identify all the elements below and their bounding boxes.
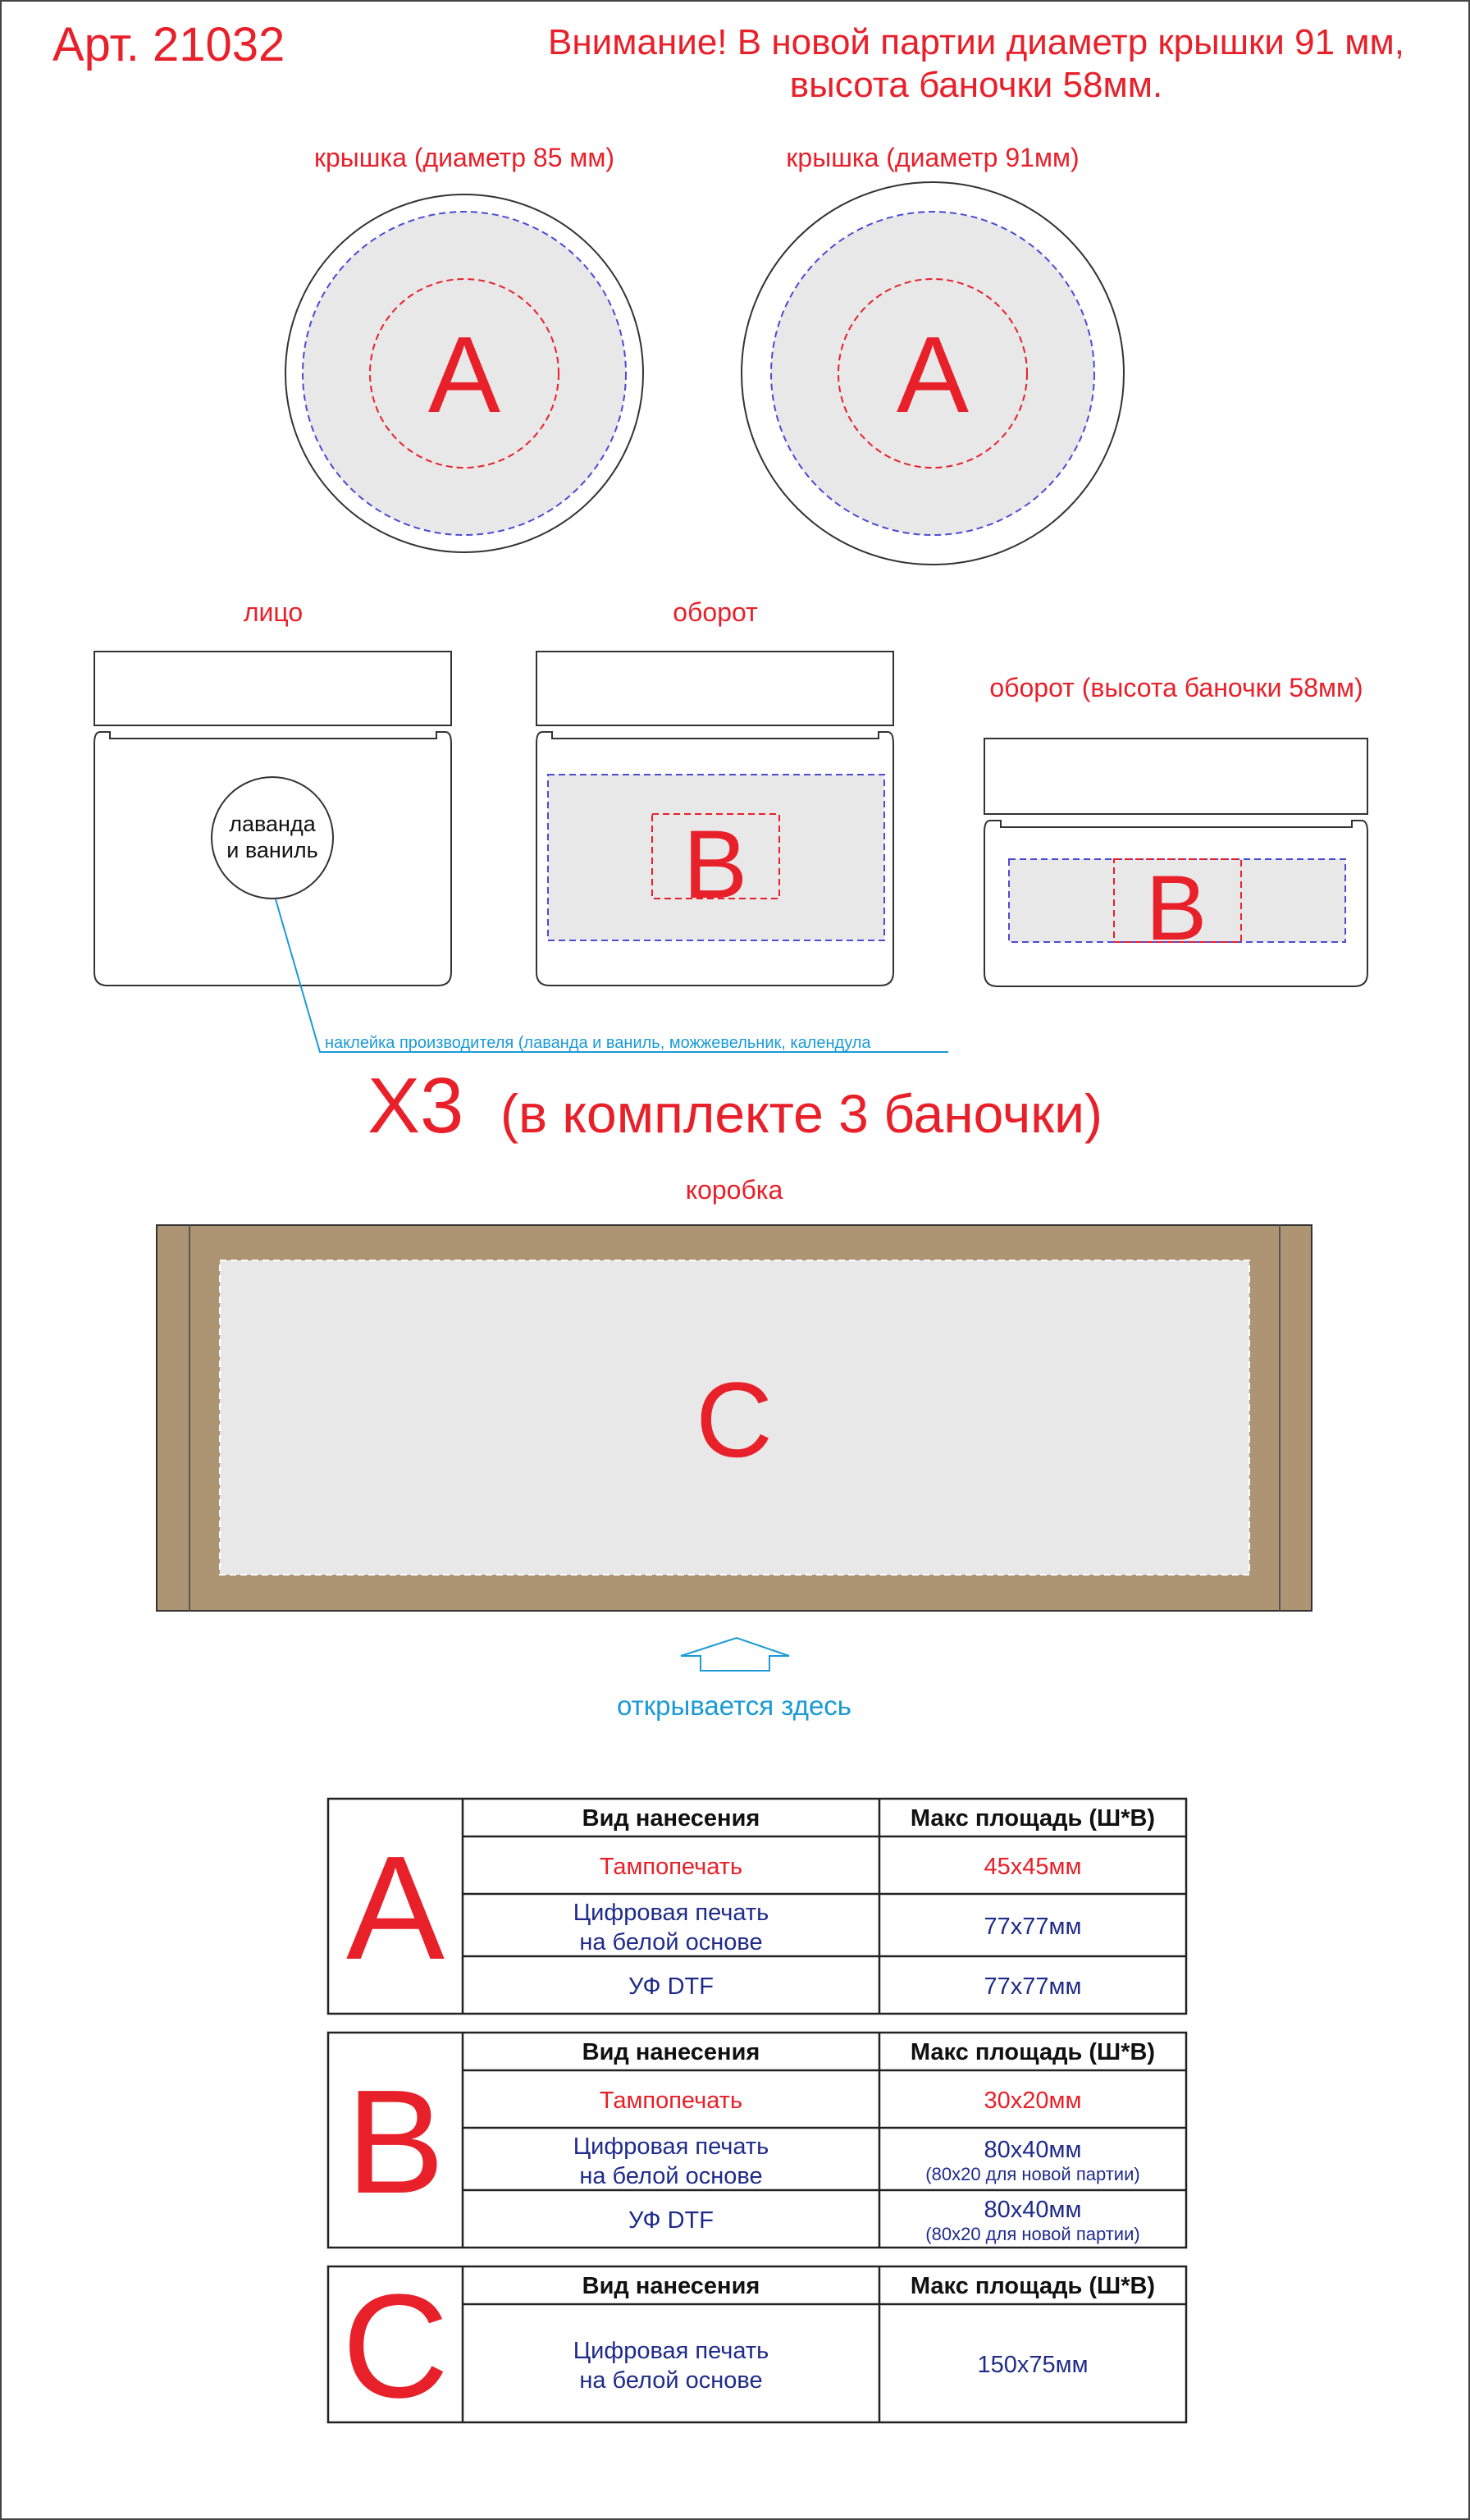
table-method: УФ DTF	[628, 1973, 714, 2000]
table-area-value: 150x75мм	[977, 2352, 1089, 2378]
table-method-line-1: Цифровая печать	[573, 1900, 769, 1926]
table-header-area: Макс площадь (Ш*В)	[910, 2273, 1156, 2299]
table-header-method: Вид нанесения	[582, 1805, 760, 1832]
jar-front-caption: лицо	[243, 597, 304, 627]
lid-85mm-zone-label: A	[427, 314, 501, 435]
jar-back-lid	[536, 652, 893, 725]
table-method-line-1: Цифровая печать	[573, 2338, 769, 2364]
jar-back-new-lid	[984, 739, 1367, 814]
table-method: Тампопечать	[599, 1854, 743, 1880]
sticker-text-line-1: лаванда	[229, 812, 316, 836]
jar-back-zone-label: B	[682, 811, 748, 919]
table-method-line-2: на белой основе	[579, 1929, 763, 1955]
table-zone-letter: B	[345, 2060, 445, 2225]
sticker-text-line-2: и ваниль	[226, 838, 318, 862]
box-zone-label: C	[696, 1360, 773, 1480]
jar-back-caption: оборот	[673, 597, 758, 627]
sticker-note: наклейка производителя (лаванда и ваниль, можжевельник, календула	[325, 1034, 871, 1052]
table-method-line-1: Цифровая печать	[573, 2134, 769, 2160]
set-multiplier: X3	[368, 1062, 464, 1150]
table-zone-letter: C	[342, 2264, 449, 2429]
jar-back-new-caption: оборот (высота баночки 58мм)	[989, 673, 1363, 702]
table-area-value: 80x40мм	[984, 2197, 1082, 2223]
box	[157, 1225, 1312, 1611]
jar-front	[94, 652, 451, 986]
table-method: УФ DTF	[628, 2207, 714, 2234]
print-method-tables	[328, 1799, 1186, 2429]
table-header-method: Вид нанесения	[582, 2273, 760, 2299]
table-area-value: 77x77мм	[984, 1914, 1082, 1940]
table-area-note: (80x20 для новой партии)	[925, 2164, 1140, 2184]
table-area-value: 77x77мм	[984, 1973, 1082, 2000]
jar-back-new	[984, 739, 1367, 986]
open-here-note: открывается здесь	[616, 1690, 852, 1721]
table-area-note: (80x20 для новой партии)	[925, 2224, 1140, 2244]
lid-91mm-caption: крышка (диаметр 91мм)	[786, 143, 1080, 172]
table-method-line-2: на белой основе	[579, 2367, 763, 2394]
table-area-value: 30x20мм	[984, 2088, 1082, 2114]
box-caption: коробка	[685, 1175, 783, 1205]
table-header-method: Вид нанесения	[582, 2039, 760, 2065]
table-area-value: 80x40мм	[984, 2137, 1082, 2163]
jar-back	[536, 652, 893, 986]
lid-91mm-zone-label: A	[896, 314, 970, 435]
lid-85mm-caption: крышка (диаметр 85 мм)	[313, 143, 615, 172]
table-method-line-2: на белой основе	[579, 2163, 763, 2189]
table-area-value: 45x45мм	[984, 1854, 1082, 1880]
table-zone-letter: A	[345, 1826, 445, 1991]
notice-line-2: высота баночки 58мм.	[789, 65, 1163, 105]
set-description: (в комплекте 3 баночки)	[500, 1083, 1103, 1144]
table-header-area: Макс площадь (Ш*В)	[910, 2039, 1156, 2065]
table-method: Тампопечать	[599, 2088, 743, 2114]
jar-front-lid	[94, 652, 451, 725]
article-number: Арт. 21032	[52, 18, 285, 71]
table-header-area: Макс площадь (Ш*В)	[910, 1805, 1156, 1832]
jar-back-new-zone-label: B	[1145, 857, 1208, 959]
notice-line-1: Внимание! В новой партии диаметр крышки 91 мм,	[548, 22, 1404, 62]
